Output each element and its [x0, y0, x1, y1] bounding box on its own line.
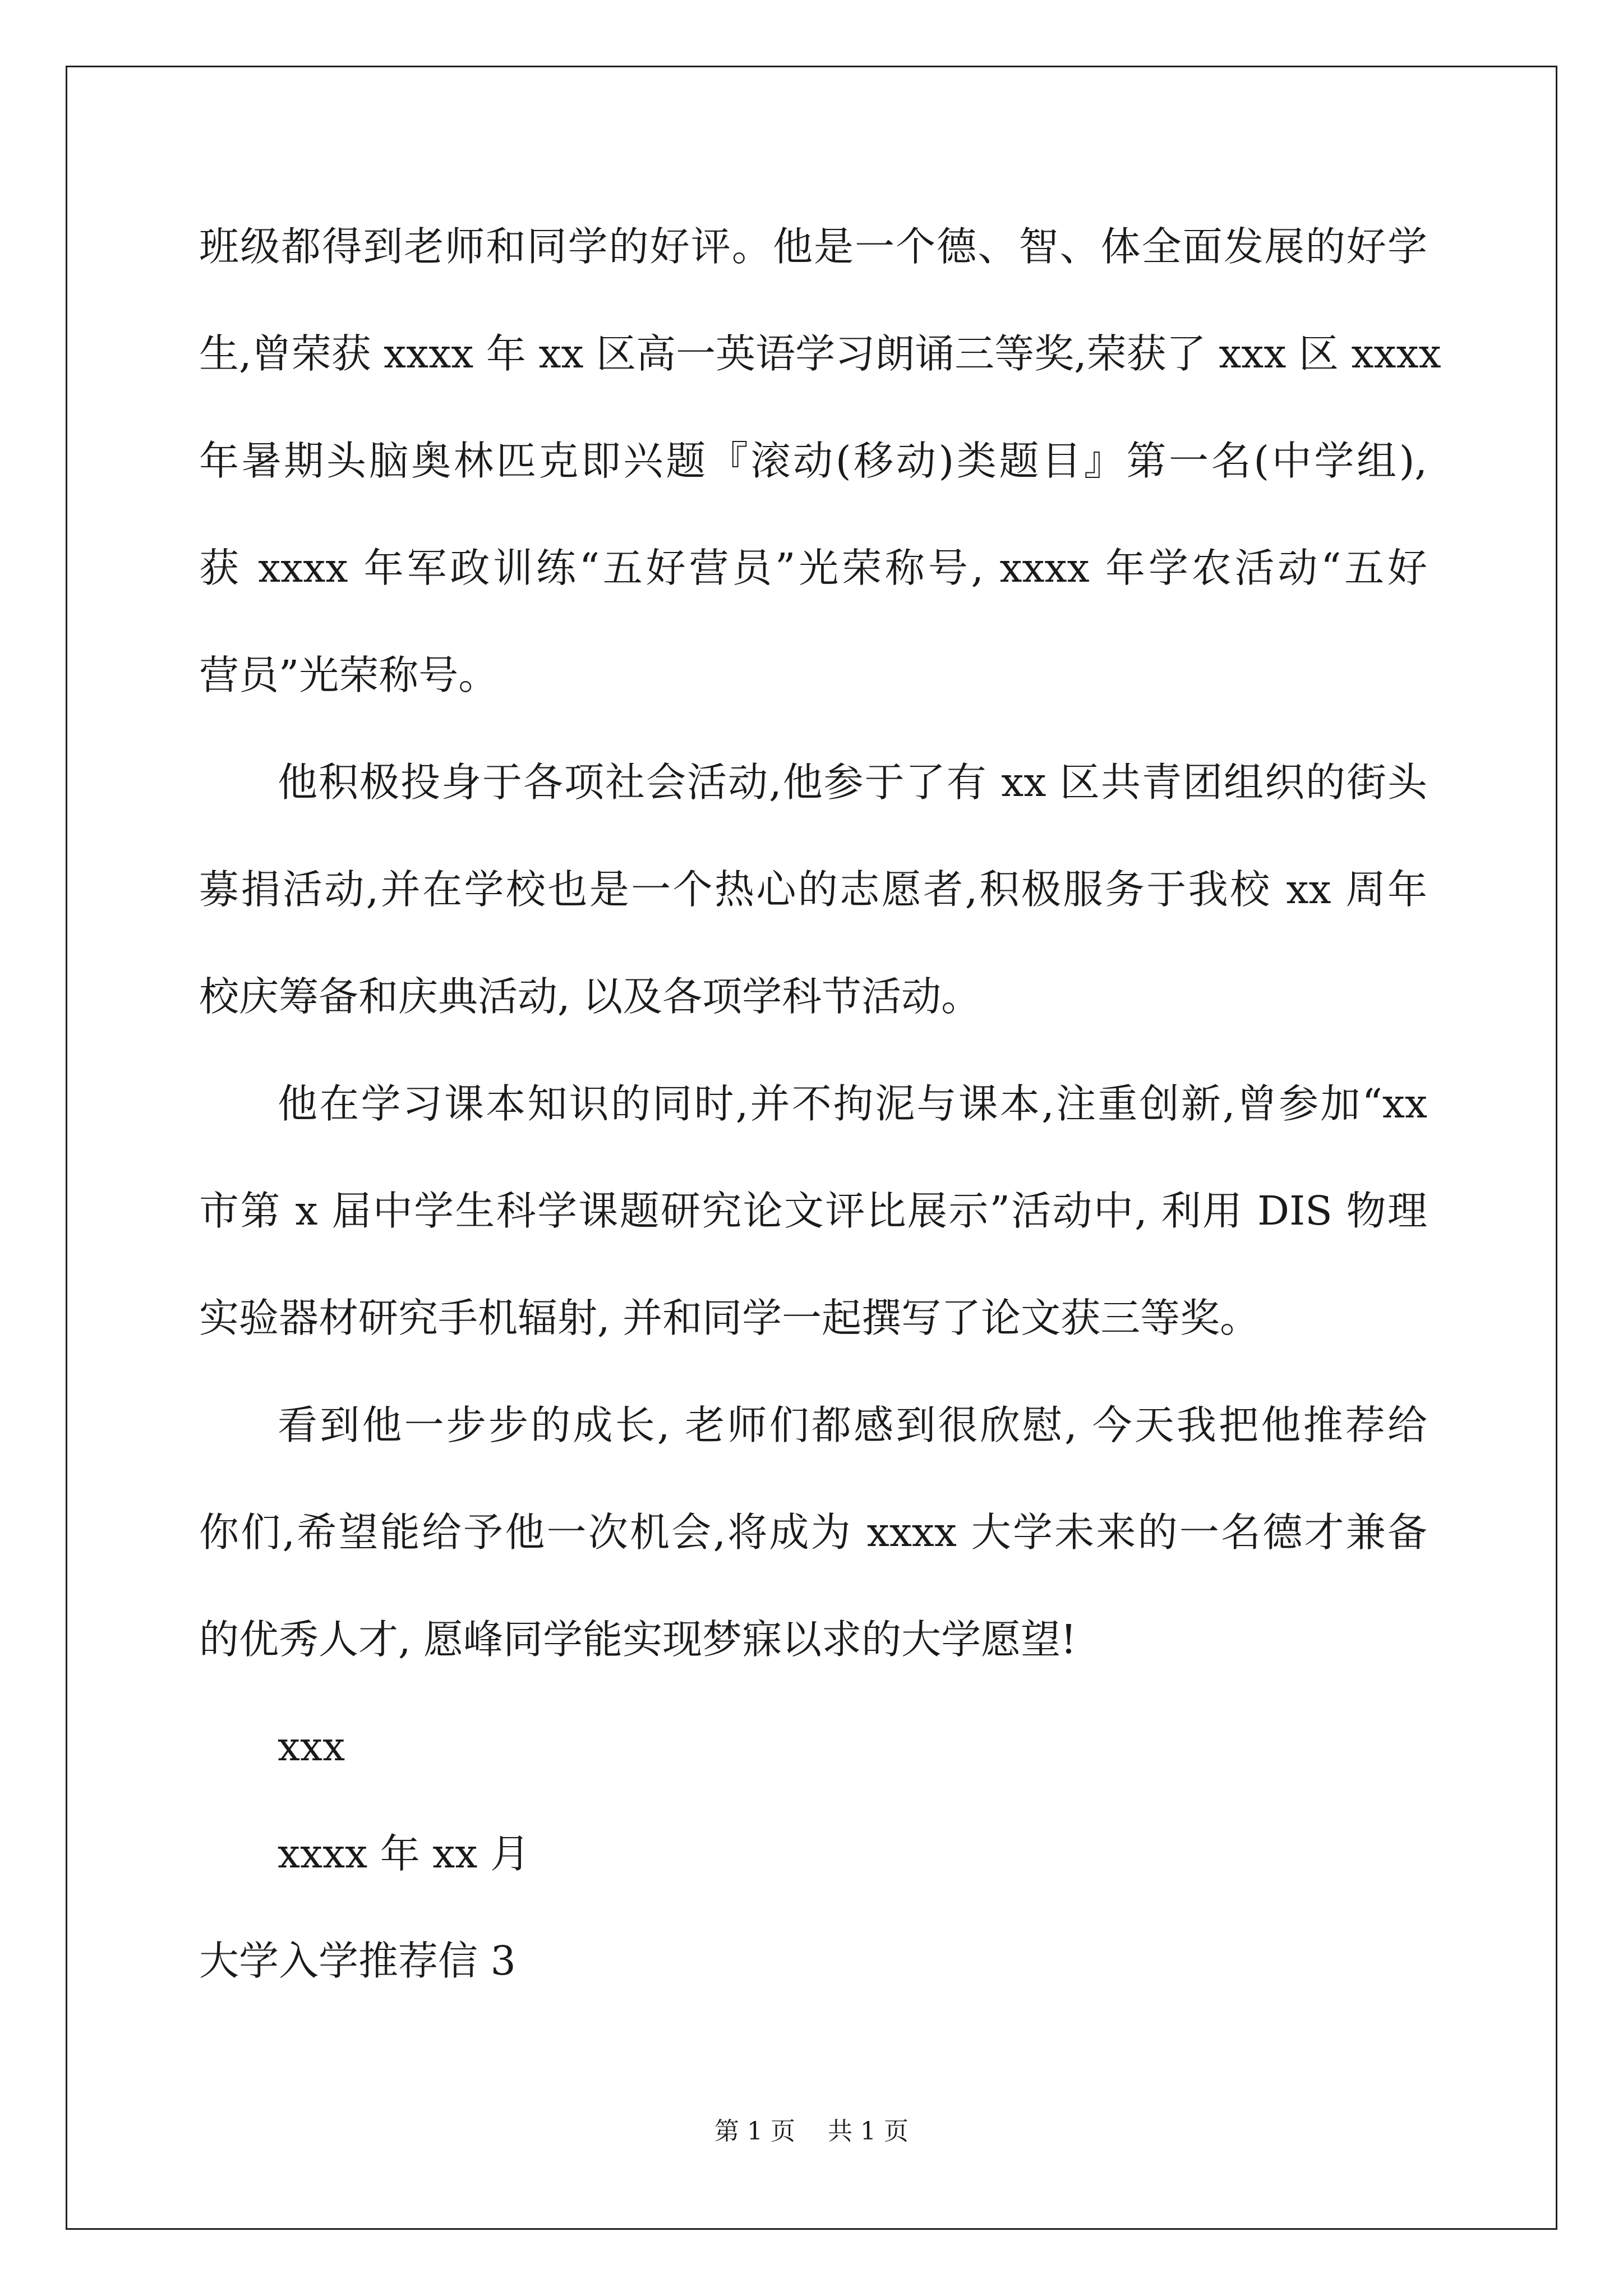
text-line: 市第 x 届中学生科学课题研究论文评比展示”活动中, 利用 DIS 物理: [199, 1188, 1427, 1234]
paragraph-start-line: 看到他一步步的成长, 老师们都感到很欣慰, 今天我把他推荐给: [278, 1402, 1427, 1448]
text-line: 校庆筹备和庆典活动, 以及各项学科节活动。: [199, 973, 981, 1020]
page-number-footer: 第 1 页 共 1 页: [714, 2117, 909, 2146]
section-heading: 大学入学推荐信 3: [199, 1938, 516, 1984]
text-line: 生,曾荣获 xxxx 年 xx 区高一英语学习朗诵三等奖,荣获了 xxx 区 xxxx: [199, 330, 1441, 377]
text-line: 班级都得到老师和同学的好评。他是一个德、智、体全面发展的好学: [199, 223, 1427, 270]
document-body: [199, 216, 1441, 2037]
text-line: 营员”光荣称号。: [199, 652, 499, 698]
text-line: 募捐活动,并在学校也是一个热心的志愿者,积极服务于我校 xx 周年: [199, 866, 1427, 913]
signature-name: xxx: [278, 1723, 345, 1770]
text-line: 你们,希望能给予他一次机会,将成为 xxxx 大学未来的一名德才兼备: [199, 1509, 1427, 1556]
text-line: 获 xxxx 年军政训练“五好营员”光荣称号, xxxx 年学农活动“五好: [199, 545, 1427, 591]
text-line: 年暑期头脑奥林匹克即兴题『滚动(移动)类题目』第一名(中学组),: [199, 438, 1427, 484]
paragraph-start-line: 他积极投身于各项社会活动,他参于了有 xx 区共青团组织的街头: [278, 759, 1427, 806]
text-line: 实验器材研究手机辐射, 并和同学一起撰写了论文获三等奖。: [199, 1295, 1260, 1341]
text-line: 的优秀人才, 愿峰同学能实现梦寐以求的大学愿望!: [199, 1616, 1077, 1663]
paragraph-start-line: 他在学习课本知识的同时,并不拘泥与课本,注重创新,曾参加“xx: [278, 1080, 1427, 1127]
signature-date: xxxx 年 xx 月: [278, 1830, 530, 1877]
